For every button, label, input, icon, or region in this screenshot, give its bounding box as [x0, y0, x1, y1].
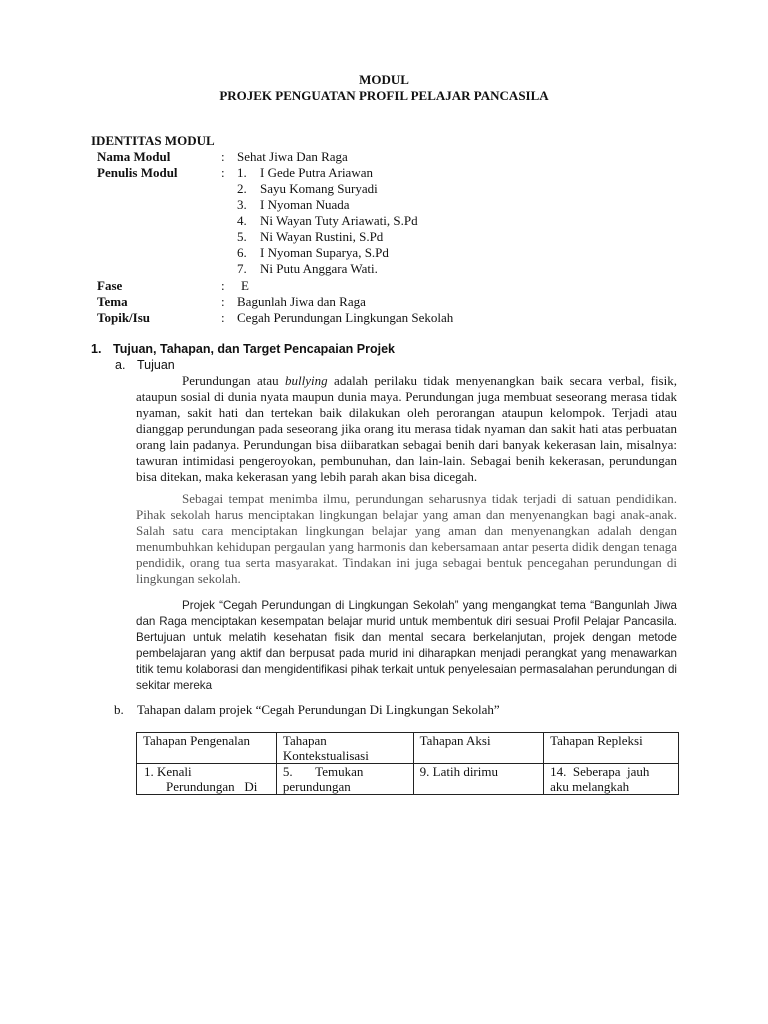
topik-label: Topik/Isu	[97, 310, 151, 325]
cell-line: Perundungan Di	[166, 779, 258, 794]
colon: :	[221, 294, 225, 309]
table-row	[137, 764, 679, 795]
author-item: 1. I Gede Putra Ariawan	[237, 165, 373, 180]
module-subtitle: PROJEK PENGUATAN PROFIL PELAJAR PANCASILA	[219, 88, 549, 103]
cell-line: 14. Seberapa jauh	[550, 764, 650, 779]
author-item: 5. Ni Wayan Rustini, S.Pd	[237, 229, 384, 244]
nama-modul-label: Nama Modul	[97, 149, 171, 164]
cell-line: perundungan	[282, 779, 351, 794]
colon: :	[221, 165, 225, 180]
author-item: 2. Sayu Komang Suryadi	[237, 181, 378, 196]
section-heading: Tujuan, Tahapan, dan Target Pencapaian Projek	[113, 342, 396, 356]
paragraph-tujuan-2: Sebagai tempat menimba ilmu, perundungan seharusnya tidak terjadi di satuan pendidikan. Pihak sekolah harus menciptakan lingkungan belajar yang aman dan menyenangkan bagi anak-anak. Salah satu cara menciptakan lingkungan belajar yang aman dan menyenangkan adalah dengan menumbuhkan kehidupan pergaulan yang harmonis dan kebersamaan antar peserta didik dengan tenaga pendidik, orang tua serta masyarakat. Tindakan ini juga sebagai bentuk pencegahan perundungan di lingkungan sekolah.	[136, 491, 677, 586]
author-item: 7. Ni Putu Anggara Wati.	[237, 261, 378, 276]
identitas-heading: IDENTITAS MODUL	[91, 133, 215, 148]
colon: :	[221, 310, 225, 325]
colon: :	[221, 278, 225, 293]
colon: :	[221, 149, 225, 164]
cell-line: aku melangkah	[550, 779, 630, 794]
module-title: MODUL	[359, 72, 409, 87]
tema-value: Bagunlah Jiwa dan Raga	[237, 294, 366, 309]
tema-label: Tema	[97, 294, 128, 309]
nama-modul-value: Sehat Jiwa Dan Raga	[237, 149, 348, 164]
cell-line: 1. Kenali	[144, 764, 192, 779]
author-item: 4. Ni Wayan Tuty Ariawati, S.Pd	[237, 213, 418, 228]
author-item: 6. I Nyoman Suparya, S.Pd	[237, 245, 389, 260]
table-header-cell: Tahapan Aksi	[413, 733, 543, 764]
table-cell	[137, 764, 277, 795]
tahapan-table	[136, 732, 679, 795]
subsection-b-title: Tahapan dalam projek “Cegah Perundungan Di Lingkungan Sekolah”	[137, 702, 500, 717]
subsection-b-label: b.	[114, 702, 124, 717]
table-cell	[413, 764, 543, 795]
paragraph-tujuan-1: Perundungan atau bullying adalah perilaku tidak menyenangkan baik secara verbal, fisik, ataupun sosial di dunia nyata maupun dunia maya. Perundungan juga membuat seseorang merasa tidak nyaman, sakit hati dan tertekan baik dilakukan oleh perorangan ataupun kelompok. Terjadi atau dianggap perundungan pada seseorang jika orang itu merasa tidak nyaman dan sakit hati atas perbuatan orang lain padanya. Perundungan bisa diibaratkan sebagai benih dari banyak kekerasan lain, misalnya: tawuran intimidasi pengeroyokan, pembunuhan, dan lain-lain. Sebagai benih kekerasan, perundungan bisa ditekan, maka kekerasan yang lebih parah akan bisa dicegah.	[136, 373, 677, 484]
fase-label: Fase	[97, 278, 123, 293]
topik-value: Cegah Perundungan Lingkungan Sekolah	[237, 310, 454, 325]
cell-line: 5. Temukan	[282, 764, 364, 779]
section-number: 1.	[91, 342, 102, 356]
subsection-a-label: a.	[115, 358, 126, 372]
table-cell	[544, 764, 679, 795]
table-header-cell: Tahapan Kontekstualisasi	[276, 733, 413, 764]
table-header-cell: Tahapan Repleksi	[544, 733, 679, 764]
paragraph-tujuan-3: Projek “Cegah Perundungan di Lingkungan Sekolah” yang mengangkat tema “Bangunlah Jiwa dan Raga menciptakan kesempatan belajar murid untuk membentuk diri sesuai Profil Pelajar Pancasila. Bertujuan untuk melatih kesehatan fisik dan mental secara berkelanjutan, projek dengan metode pembelajaran yang aktif dan berpusat pada murid ini diharapkan menjadi perangkat yang menawarkan titik temu kolaborasi dan mengidentifikasi pihak terkait untuk penyelesaian permasalahan perundungan di sekitar mereka	[136, 599, 677, 692]
author-item: 3. I Nyoman Nuada	[237, 197, 350, 212]
table-cell	[276, 764, 413, 795]
fase-value: E	[241, 278, 249, 293]
cell-line: 9. Latih dirimu	[419, 764, 498, 779]
penulis-modul-label: Penulis Modul	[97, 165, 178, 180]
table-header-cell: Tahapan Pengenalan	[137, 733, 277, 764]
subsection-a-title: Tujuan	[137, 358, 175, 372]
table-header-row	[137, 733, 679, 764]
